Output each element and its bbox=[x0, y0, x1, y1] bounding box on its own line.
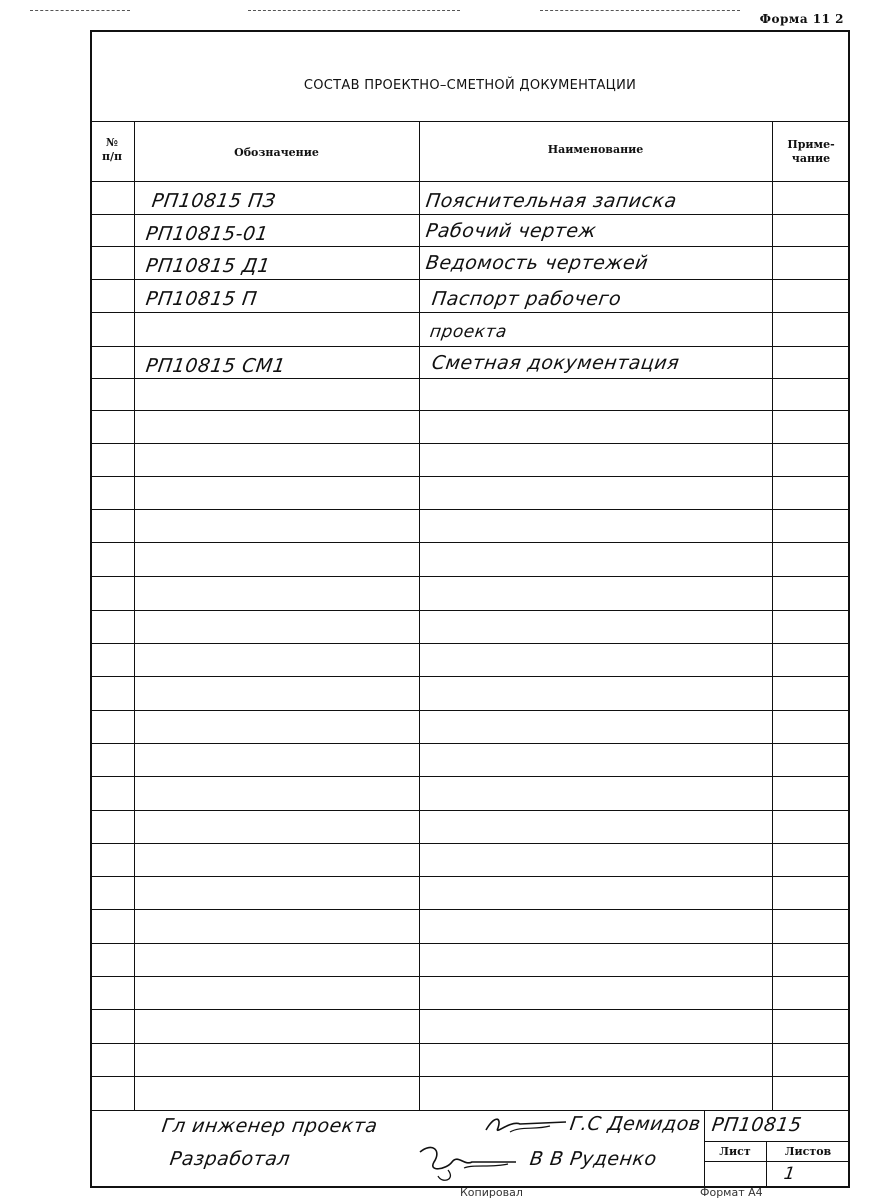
stamp-top-line bbox=[90, 1110, 850, 1111]
scan-top-line bbox=[30, 10, 130, 11]
document-title: СОСТАВ ПРОЕКТНО–СМЕТНОЙ ДОКУМЕНТАЦИИ bbox=[303, 78, 637, 93]
table-row-line bbox=[90, 610, 850, 611]
stamp-sheets-label: Листов bbox=[784, 1145, 832, 1158]
stamp-sheets-value: 1 bbox=[782, 1164, 797, 1184]
col-divider-designation bbox=[419, 121, 420, 1110]
table-row-line bbox=[90, 312, 850, 313]
header-bottom-line bbox=[90, 181, 850, 182]
table-row-line bbox=[90, 943, 850, 944]
stamp-developer-name: В В Руденко bbox=[528, 1148, 659, 1170]
stamp-divider-labels bbox=[704, 1161, 850, 1162]
chief-signature bbox=[480, 1112, 570, 1142]
stamp-divider-code bbox=[704, 1141, 850, 1142]
stamp-chief-name: Г.С Демидов bbox=[568, 1113, 703, 1135]
table-row-line bbox=[90, 279, 850, 280]
table-row-line bbox=[90, 1043, 850, 1044]
table-row-line bbox=[90, 1009, 850, 1010]
table-row-line bbox=[90, 346, 850, 347]
table-row-line bbox=[90, 476, 850, 477]
table-row-line bbox=[90, 876, 850, 877]
header-num bbox=[90, 136, 134, 164]
table-row-line bbox=[90, 214, 850, 215]
table-row-line bbox=[90, 443, 850, 444]
header-note bbox=[772, 138, 850, 166]
row-1-name: Пояснительная записка bbox=[424, 190, 679, 212]
header-num-line1: № bbox=[106, 136, 118, 149]
table-row-line bbox=[90, 909, 850, 910]
row-6-designation: РП10815 СМ1 bbox=[144, 355, 288, 377]
table-row-line bbox=[90, 676, 850, 677]
header-name: Наименование bbox=[547, 143, 644, 156]
row-4-name: Паспорт рабочего bbox=[430, 288, 623, 310]
header-num-line2: п/п bbox=[101, 150, 123, 163]
stamp-sheet-label: Лист bbox=[719, 1145, 751, 1158]
table-row-line bbox=[90, 1076, 850, 1077]
col-divider-num bbox=[134, 121, 135, 1110]
footer-format: Формат А4 bbox=[700, 1186, 763, 1199]
table-row-line bbox=[90, 576, 850, 577]
row-6-name: Сметная документация bbox=[430, 352, 681, 374]
form-label: Форма 11 2 bbox=[759, 12, 844, 26]
footer-copied: Копировал bbox=[460, 1186, 523, 1199]
table-row-line bbox=[90, 976, 850, 977]
table-row-line bbox=[90, 542, 850, 543]
table-row-line bbox=[90, 643, 850, 644]
header-note-line1: Приме- bbox=[787, 138, 835, 151]
table-row-line bbox=[90, 246, 850, 247]
col-divider-name bbox=[772, 121, 773, 1110]
row-5-name: проекта bbox=[428, 322, 509, 342]
table-row-line bbox=[90, 743, 850, 744]
row-3-designation: РП10815 Д1 bbox=[144, 255, 272, 277]
scan-top-line bbox=[248, 10, 460, 11]
table-row-line bbox=[90, 378, 850, 379]
row-1-designation: РП10815 ПЗ bbox=[150, 190, 278, 212]
header-top-line bbox=[90, 121, 850, 122]
header-note-line2: чание bbox=[791, 152, 831, 165]
row-2-name: Рабочий чертеж bbox=[424, 220, 598, 242]
table-row-line bbox=[90, 710, 850, 711]
scan-top-line bbox=[540, 10, 740, 11]
row-4-designation: РП10815 П bbox=[144, 288, 259, 310]
table-row-line bbox=[90, 509, 850, 510]
stamp-chief-role: Гл инженер проекта bbox=[160, 1115, 380, 1137]
row-2-designation: РП10815-01 bbox=[144, 223, 270, 245]
table-row-line bbox=[90, 843, 850, 844]
header-designation: Обозначение bbox=[234, 146, 319, 159]
stamp-code: РП10815 bbox=[710, 1114, 804, 1136]
table-row-line bbox=[90, 776, 850, 777]
stamp-developer-role: Разработал bbox=[168, 1148, 292, 1170]
developer-signature bbox=[412, 1140, 522, 1186]
table-row-line bbox=[90, 810, 850, 811]
table-row-line bbox=[90, 410, 850, 411]
row-3-name: Ведомость чертежей bbox=[424, 252, 650, 274]
